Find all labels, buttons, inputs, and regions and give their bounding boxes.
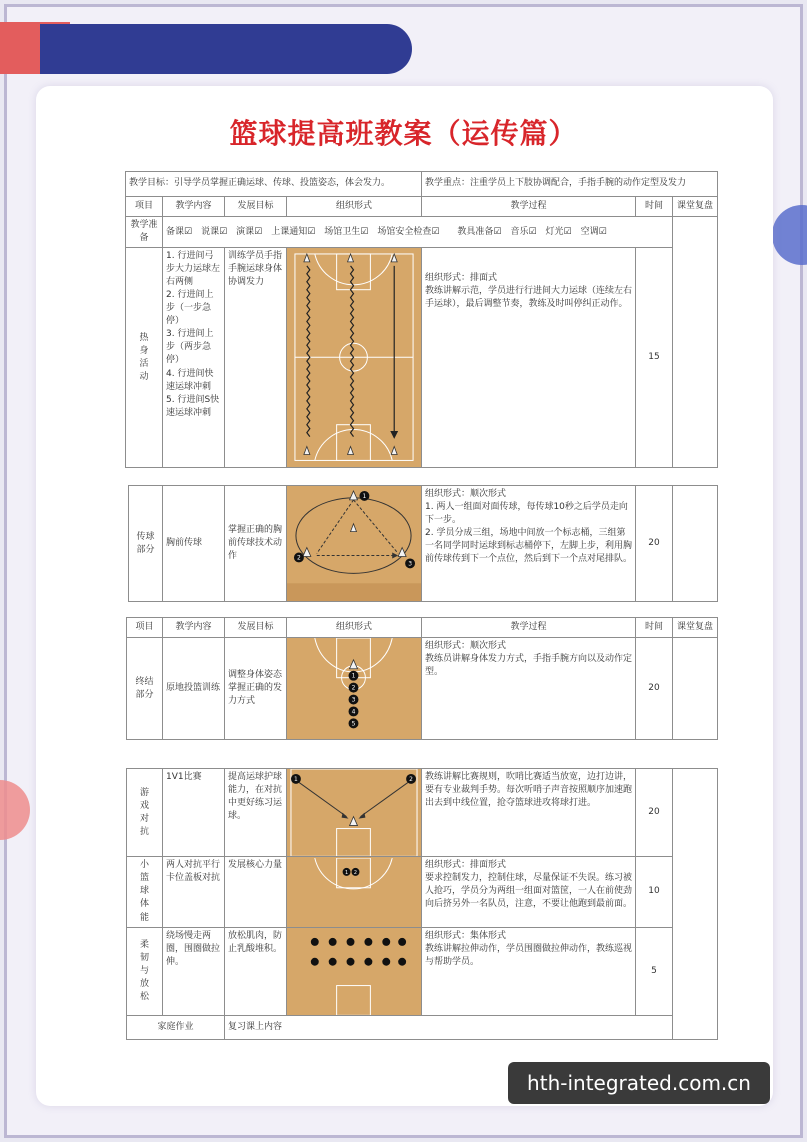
mini-content: 两人对抗平行卡位盖板对抗 [163, 857, 225, 927]
header-cell: 时间 [636, 197, 673, 217]
passing-court-diagram [287, 486, 422, 602]
warmup-label: 热身活动 [126, 248, 163, 468]
passing-goal: 掌握正确的胸前传球技术动作 [225, 486, 287, 602]
header-cell: 教学过程 [422, 197, 636, 217]
passing-time: 20 [636, 486, 673, 602]
passing-content: 胸前传球 [163, 486, 225, 602]
header-cell: 发展目标 [225, 197, 287, 217]
teaching-focus: 教学重点：注重学员上下肢协调配合，手指手腕的动作定型及发力 [422, 172, 718, 197]
page-title: 篮球提高班教案（运传篇） [229, 117, 578, 150]
warmup-content: 1. 行进间弓步大力运球左右两侧 2. 行进间上步（一步急停） 3. 行进间上步（两步急停） 4. 行进间快速运球冲刺 5. 行进间S快速运球冲刺 [163, 248, 225, 468]
prep-label: 教学准备 [126, 217, 163, 248]
mini-time: 10 [636, 857, 673, 927]
stretch-goal: 放松肌肉，防止乳酸堆积。 [225, 927, 287, 1015]
svg-text:5: 5 [351, 720, 356, 728]
header-cell: 发展目标 [225, 618, 287, 638]
finishing-review [673, 638, 718, 740]
court-dribble-diagram [287, 248, 421, 466]
game-time: 20 [636, 769, 673, 857]
court-shooting-diagram [287, 638, 421, 739]
header-cell: 教学过程 [422, 618, 636, 638]
mini-process: 组织形式：排面形式 要求控制发力，控制住球，尽量保证不失误。练习被人抢巧，学员分为两组一组面对篮筐，一人在前使劲向后挤另外一名队员，注意，不要让他跑到最前面。 [422, 857, 636, 927]
mini-goal: 发展核心力量 [225, 857, 287, 927]
passing-review [673, 486, 718, 602]
games-review [673, 769, 718, 1040]
header-cell: 课堂复盘 [673, 197, 718, 217]
finishing-label: 终结部分 [127, 638, 163, 740]
svg-text:4: 4 [351, 708, 356, 716]
game-label: 游戏对抗 [127, 769, 163, 857]
svg-text:1: 1 [362, 492, 367, 500]
svg-text:1: 1 [294, 775, 298, 783]
finishing-time: 20 [636, 638, 673, 740]
finishing-goal: 调整身体姿态掌握正确的发力方式 [225, 638, 287, 740]
teaching-goal: 教学目标：引导学员掌握正确运球、传球、投篮姿态，体会发力。 [126, 172, 422, 197]
mini-label: 小篮球体能 [127, 857, 163, 927]
header-cell: 项目 [127, 618, 163, 638]
prep-items: 备课☑ 说课☑ 演课☑ 上课通知☑ 场馆卫生☑ 场馆安全检查☑ 教具准备☑ 音乐☑ 灯光☑ 空调☑ [163, 217, 673, 248]
lesson-table-finishing [126, 617, 718, 740]
svg-text:1: 1 [344, 870, 349, 877]
header-cell: 课堂复盘 [673, 618, 718, 638]
header-cell: 教学内容 [163, 197, 225, 217]
svg-text:1: 1 [351, 672, 356, 680]
court-passing-diagram [287, 486, 421, 601]
header-cell: 组织形式 [287, 197, 422, 217]
watermark: hth-integrated.com.cn [508, 1062, 770, 1104]
warmup-time: 15 [636, 248, 673, 468]
homework-label: 家庭作业 [127, 1015, 225, 1039]
passing-process: 组织形式：顺次形式 1. 两人一组面对面传球，每传球10秒之后学员走向下一步。 2. 学员分成三组，场地中间放一个标志桶，三组第一名同学同时运球到标志桶停下，左脚上步，利用胸前传球传到下一个点位，然后到下一个点对尾排队。 [422, 486, 636, 602]
header-cell: 教学内容 [163, 618, 225, 638]
svg-text:2: 2 [353, 870, 358, 877]
court-1v1-diagram [287, 769, 421, 856]
game-process: 教练讲解比赛规则，吹哨比赛适当放宽，边打边讲，要有专业裁判手势。每次听哨子声音按照顺序加速跑出去到中线位置，抢夺篮球进攻将球打进。 [422, 769, 636, 857]
stretch-label: 柔韧与放松 [127, 927, 163, 1015]
svg-text:2: 2 [297, 554, 301, 562]
lesson-table-warmup [125, 171, 718, 468]
lesson-table-passing [128, 485, 718, 602]
court-boxout-diagram [287, 858, 421, 925]
finishing-court-diagram [287, 638, 422, 740]
warmup-process: 组织形式：排面式 教练讲解示范，学员进行行进间大力运球（连续左右手运球），最后调整节奏，教练及时叫停纠正动作。 [422, 248, 636, 468]
stretch-court-diagram [287, 927, 422, 1015]
mini-court-diagram [287, 857, 422, 927]
header-cell: 组织形式 [287, 618, 422, 638]
game-content: 1V1比赛 [163, 769, 225, 857]
stretch-process: 组织形式：集体形式 教练讲解拉伸动作，学员围圈做拉伸动作，教练巡视与帮助学员。 [422, 927, 636, 1015]
court-stretch-diagram [287, 928, 421, 1015]
svg-text:2: 2 [409, 775, 413, 783]
homework-text: 复习课上内容 [225, 1015, 673, 1039]
header-cell: 时间 [636, 618, 673, 638]
game-court-diagram [287, 769, 422, 857]
lesson-table-games [126, 768, 718, 1040]
warmup-court-diagram [287, 248, 422, 468]
stretch-time: 5 [636, 927, 673, 1015]
finishing-process: 组织形式：顺次形式 教练员讲解身体发力方式，手指手腕方向以及动作定型。 [422, 638, 636, 740]
header-cell: 项目 [126, 197, 163, 217]
svg-text:3: 3 [408, 560, 412, 568]
svg-text:3: 3 [351, 696, 356, 704]
svg-text:2: 2 [351, 684, 356, 692]
passing-label: 传球部分 [129, 486, 163, 602]
warmup-goal: 训练学员手指手腕运球身体协调发力 [225, 248, 287, 468]
header-ribbon-blue [40, 24, 412, 74]
review-cell [673, 217, 718, 468]
stretch-content: 绕场慢走两圈，围圈做拉伸。 [163, 927, 225, 1015]
finishing-content: 原地投篮训练 [163, 638, 225, 740]
game-goal: 提高运球护球能力，在对抗中更好练习运球。 [225, 769, 287, 857]
